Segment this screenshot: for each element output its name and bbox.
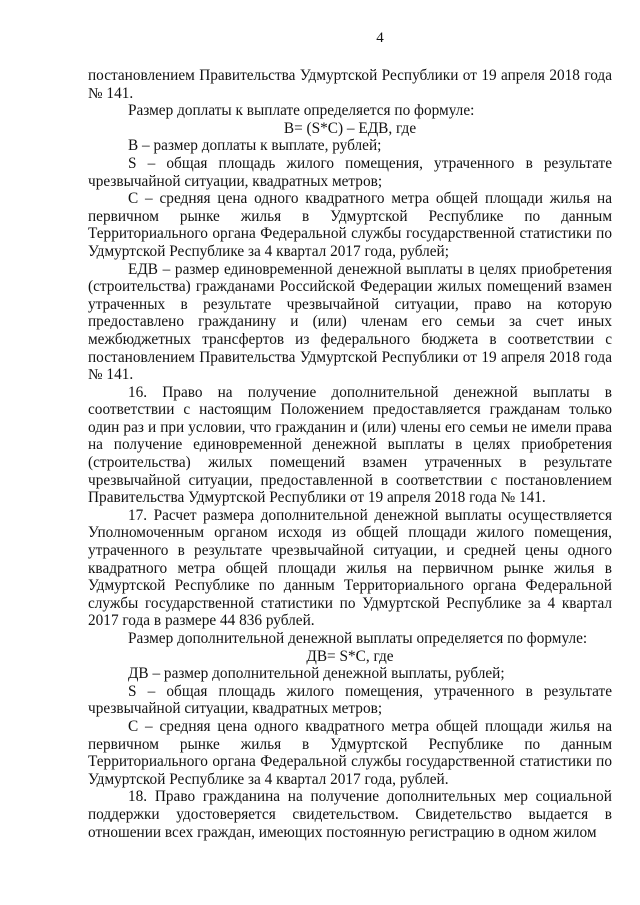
paragraph: 16. Право на получение дополнительной денежной выплаты в соответствии с настоящим Положением предоставляется гражданам только один раз и при условии, что гражданин и (или) члены его семьи не имели права на получение единовременной денежной выплаты в целях приобретения (строительства) жилых помещений взамен утраченных в результате чрезвычайной ситуации, предоставленной в соответствии с постановлением Правительства Удмуртской Республики от 19 апреля 2018 года № 141.	[88, 383, 612, 507]
paragraph: ДВ – размер дополнительной денежной выплаты, рублей;	[128, 665, 505, 683]
paragraph: С – средняя цена одного квадратного метра общей площади жилья на первичном рынке жилья в Удмуртской Республике по данным Территориального органа Федеральной службы государственной статистики по Удмуртской Республике за 4 квартал 2017 года, рублей;	[88, 190, 612, 260]
paragraph: Размер доплаты к выплате определяется по формуле:	[128, 102, 475, 120]
paragraph: ЕДВ – размер единовременной денежной выплаты в целях приобретения (строительства) гражданами Российской Федерации жилых помещений взамен утраченных в результате чрезвычайной ситуации, право на которую предоставлено гражданину и (или) членам его семьи за счет иных межбюджетных трансфертов из федерального бюджета в соответствии с постановлением Правительства Удмуртской Республики от 19 апреля 2018 года № 141.	[88, 260, 612, 384]
paragraph: С – средняя цена одного квадратного метра общей площади жилья на первичном рынке жилья в Удмуртской Республике по данным Территориального органа Федеральной службы государственной статистики по Удмуртской Республике за 4 квартал 2017 года, рублей.	[88, 717, 612, 788]
paragraph: Размер дополнительной денежной выплаты определяется по формуле:	[128, 630, 588, 647]
formula: В= (S*С) – ЕДВ, где	[283, 119, 417, 137]
paragraph: постановлением Правительства Удмуртской Республики от 19 апреля 2018 года № 141.	[88, 67, 612, 102]
page-number: 4	[376, 30, 384, 46]
document-body	[88, 67, 612, 841]
paragraph: В – размер доплаты к выплате, рублей;	[128, 137, 382, 155]
paragraph: S – общая площадь жилого помещения, утраченного в результате чрезвычайной ситуации, квадратных метров;	[88, 682, 612, 718]
paragraph: S – общая площадь жилого помещения, утраченного в результате чрезвычайной ситуации, квадратных метров;	[88, 154, 612, 190]
paragraph: 17. Расчет размера дополнительной денежной выплаты осуществляется Уполномоченным органом исходя из общей площади жилого помещения, утраченного в результате чрезвычайной ситуации, и средней цены одного квадратного метра общей площади жилья на первичном рынке жилья в Удмуртской Республике по данным Территориального органа Федеральной службы государственной статистики по Удмуртской Республике за 4 квартал 2017 года в размере 44 836 рублей.	[88, 506, 612, 630]
paragraph: 18. Право гражданина на получение дополнительных мер социальной поддержки удостоверяется свидетельством. Свидетельство выдается в отношении всех граждан, имеющих постоянную регистрацию в одном жилом	[88, 788, 612, 841]
formula: ДВ= S*С, где	[306, 647, 394, 665]
